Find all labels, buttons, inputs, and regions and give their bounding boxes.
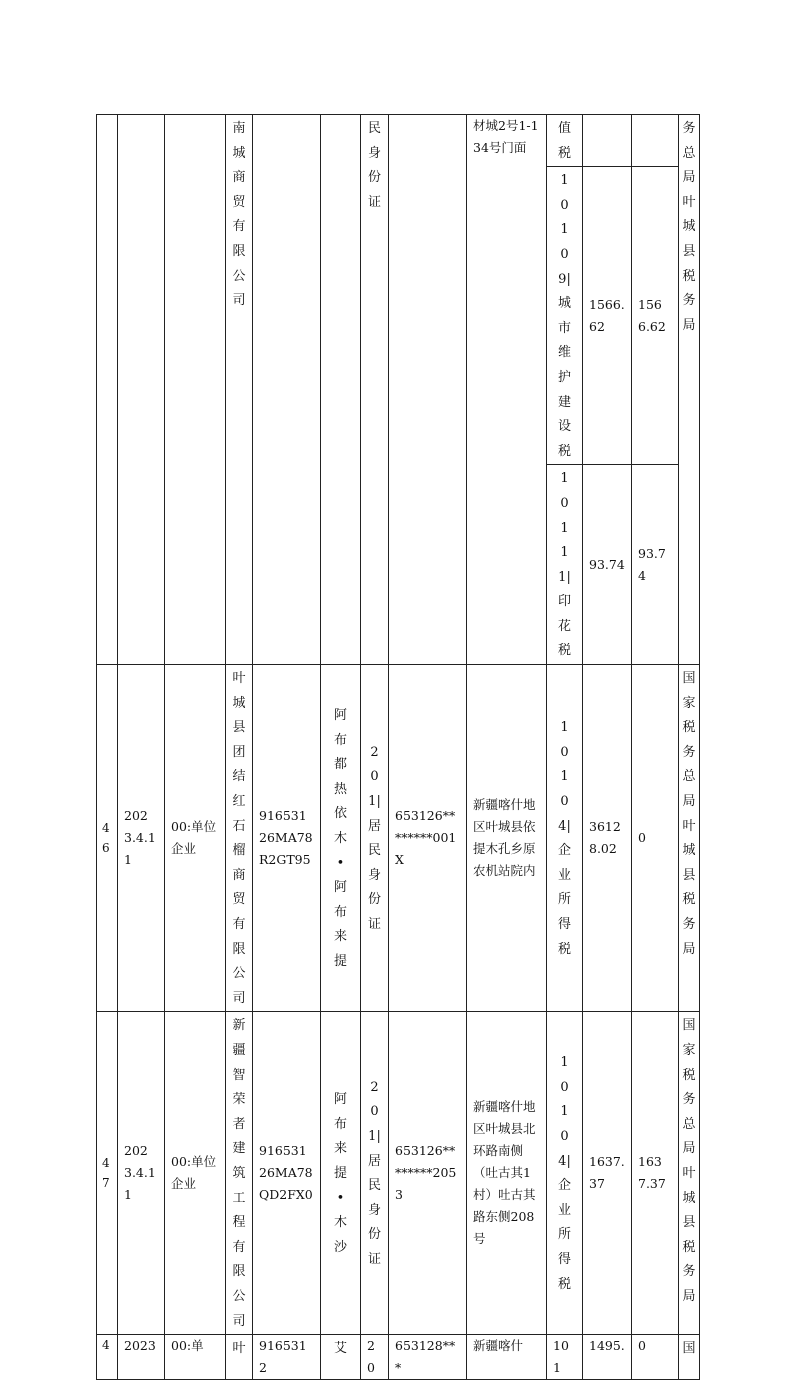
seq-cell: 47	[97, 1012, 118, 1335]
address-cell: 新疆喀什	[467, 1335, 547, 1380]
table-row	[97, 665, 700, 1012]
credit-code-cell: 91653126MA78R2GT95	[253, 665, 321, 1012]
credit-code-cell: 9165312	[253, 1335, 321, 1380]
date-cell: 2023.4.11	[118, 665, 165, 1012]
id-no-cell: 653128***	[389, 1335, 467, 1380]
date-cell: 2023	[118, 1335, 165, 1380]
person-cell: 阿布都热依木•阿布来提	[321, 665, 361, 1012]
table-row	[97, 115, 700, 167]
seq-cell: 46	[97, 665, 118, 1012]
id-no-cell	[389, 115, 467, 665]
tax-agency-cell: 国家税务总局叶城县税务局	[679, 1012, 700, 1335]
id-type-cell: 民身份证	[361, 115, 389, 665]
address-cell: 新疆喀什地区叶城县北环路南侧（吐古其1村）吐古其路东侧208号	[467, 1012, 547, 1335]
amount-cell: 1495.	[583, 1335, 632, 1380]
tax-item-cell: 10109|城市维护建设税	[547, 167, 583, 465]
amount-cell: 1566.62	[583, 167, 632, 465]
seq-cell: 4	[97, 1335, 118, 1380]
person-cell	[321, 115, 361, 665]
amount-cell: 1637.37	[632, 1012, 679, 1335]
id-type-cell: 201|居民身份证	[361, 665, 389, 1012]
company-cell: 南城商贸有限公司	[226, 115, 253, 665]
amount-cell: 0	[632, 1335, 679, 1380]
unit-type-cell	[165, 115, 226, 665]
id-no-cell: 653126********2053	[389, 1012, 467, 1335]
tax-record-table	[96, 114, 700, 1380]
company-cell: 叶	[226, 1335, 253, 1380]
unit-type-cell: 00:单位企业	[165, 665, 226, 1012]
address-cell: 材城2号1-134号门面	[467, 115, 547, 665]
company-cell: 叶城县团结红石榴商贸有限公司	[226, 665, 253, 1012]
tax-item-cell: 101	[547, 1335, 583, 1380]
amount-cell: 1637.37	[583, 1012, 632, 1335]
tax-item-cell: 10104|企业所得税	[547, 1012, 583, 1335]
amount-cell: 93.74	[583, 465, 632, 665]
table-row	[97, 1335, 700, 1380]
amount-cell: 36128.02	[583, 665, 632, 1012]
person-cell: 阿布来提•木沙	[321, 1012, 361, 1335]
tax-item-cell: 10104|企业所得税	[547, 665, 583, 1012]
seq-cell	[97, 115, 118, 665]
unit-type-cell: 00:单	[165, 1335, 226, 1380]
amount-cell: 0	[632, 665, 679, 1012]
id-type-cell: 201|居民身份证	[361, 1012, 389, 1335]
unit-type-cell: 00:单位企业	[165, 1012, 226, 1335]
person-cell: 艾	[321, 1335, 361, 1380]
address-cell: 新疆喀什地区叶城县依提木孔乡原农机站院内	[467, 665, 547, 1012]
date-cell	[118, 115, 165, 665]
table-row	[97, 1012, 700, 1335]
id-no-cell: 653126********001X	[389, 665, 467, 1012]
id-type-cell: 20	[361, 1335, 389, 1380]
tax-agency-cell: 国家税务总局叶城县税务局	[679, 665, 700, 1012]
amount-cell: 1566.62	[632, 167, 679, 465]
amount-cell	[583, 115, 632, 167]
credit-code-cell: 91653126MA78QD2FX0	[253, 1012, 321, 1335]
date-cell: 2023.4.11	[118, 1012, 165, 1335]
credit-code-cell	[253, 115, 321, 665]
tax-agency-cell: 国	[679, 1335, 700, 1380]
amount-cell: 93.74	[632, 465, 679, 665]
amount-cell	[632, 115, 679, 167]
tax-item-cell: 值税	[547, 115, 583, 167]
company-cell: 新疆智荣者建筑工程有限公司	[226, 1012, 253, 1335]
tax-item-cell: 10111|印花税	[547, 465, 583, 665]
tax-agency-cell: 务总局叶城县税务局	[679, 115, 700, 665]
